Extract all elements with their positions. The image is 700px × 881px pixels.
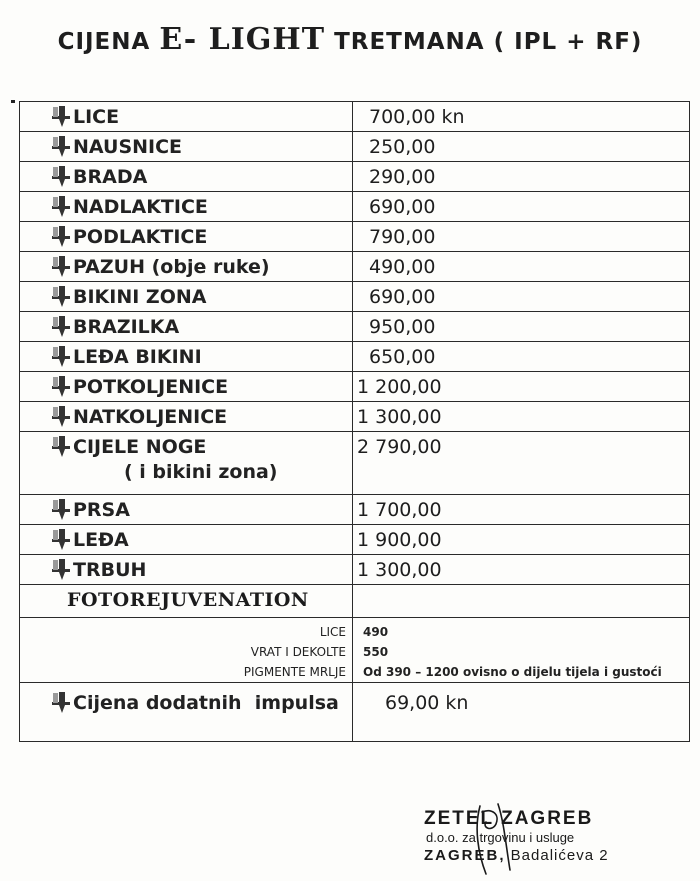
extra-impulse-price-cell xyxy=(353,683,690,742)
table-row xyxy=(20,342,690,372)
title-part-1: CIJENA xyxy=(57,29,160,55)
stamp-description: d.o.o. za trgovinu i usluge xyxy=(426,830,575,845)
pushpin-icon xyxy=(50,315,72,339)
extra-impulse-row xyxy=(20,683,690,742)
fotorejuvenation-value: Od 390 – 1200 ovisno o dijelu tijela i gustoći xyxy=(363,665,662,679)
treatment-item xyxy=(20,432,352,459)
treatment-item xyxy=(20,222,352,249)
table-row xyxy=(20,432,690,495)
treatment-item xyxy=(20,252,352,279)
treatment-item xyxy=(20,555,352,582)
pushpin-icon xyxy=(50,691,72,715)
treatment-name: LICE xyxy=(73,106,120,128)
treatment-cell xyxy=(20,102,353,132)
price-cell xyxy=(353,432,690,495)
company-stamp xyxy=(424,808,624,866)
table-row xyxy=(20,555,690,585)
fotorejuvenation-value: 550 xyxy=(363,645,389,659)
treatment-cell xyxy=(20,162,353,192)
fotorejuvenation-items-row xyxy=(20,618,690,683)
fotorejuvenation-labels-cell xyxy=(20,618,353,683)
table-row xyxy=(20,525,690,555)
treatment-item xyxy=(20,525,352,552)
extra-impulse-label-cell xyxy=(20,683,353,742)
treatment-name: LEĐA xyxy=(73,529,129,551)
price-table xyxy=(19,101,690,742)
pushpin-icon xyxy=(50,405,72,429)
treatment-price: 950,00 xyxy=(369,316,436,338)
pushpin-icon xyxy=(50,105,72,129)
treatment-item xyxy=(20,132,352,159)
pushpin-icon xyxy=(50,558,72,582)
price-cell xyxy=(353,312,690,342)
extra-impulse-price: 69,00 kn xyxy=(385,692,469,714)
fotorejuvenation-values xyxy=(353,618,689,682)
price-cell xyxy=(353,132,690,162)
pushpin-icon xyxy=(50,255,72,279)
title-part-2: E- LIGHT xyxy=(159,22,326,57)
treatment-cell xyxy=(20,525,353,555)
table-row xyxy=(20,495,690,525)
table-row xyxy=(20,222,690,252)
stamp-street: Badalićeva 2 xyxy=(505,847,609,864)
treatment-name: PODLAKTICE xyxy=(73,226,208,248)
treatment-price: 700,00 kn xyxy=(369,106,465,128)
treatment-price: 1 200,00 xyxy=(357,376,442,398)
treatment-cell xyxy=(20,132,353,162)
fotorejuvenation-title-cell xyxy=(20,585,353,618)
treatment-price: 490,00 xyxy=(369,256,436,278)
page-title xyxy=(0,22,700,57)
price-cell xyxy=(353,102,690,132)
table-row xyxy=(20,312,690,342)
treatment-price: 650,00 xyxy=(369,346,436,368)
treatment-name: TRBUH xyxy=(73,559,147,581)
fotorejuvenation-labels xyxy=(20,618,352,682)
treatment-price: 250,00 xyxy=(369,136,436,158)
treatment-cell xyxy=(20,252,353,282)
table-row xyxy=(20,162,690,192)
price-cell xyxy=(353,252,690,282)
table-row xyxy=(20,192,690,222)
table-row xyxy=(20,102,690,132)
pushpin-icon xyxy=(50,435,72,459)
treatment-name: NAUSNICE xyxy=(73,136,183,158)
treatment-cell xyxy=(20,342,353,372)
extra-impulse-item xyxy=(20,683,352,715)
table-row xyxy=(20,402,690,432)
fotorejuvenation-label: LICE xyxy=(319,625,346,639)
price-cell xyxy=(353,192,690,222)
pushpin-icon xyxy=(50,195,72,219)
table-row xyxy=(20,282,690,312)
price-cell xyxy=(353,555,690,585)
fotorejuvenation-label: PIGMENTE MRLJE xyxy=(243,665,346,679)
treatment-cell xyxy=(20,222,353,252)
empty-cell xyxy=(353,585,690,618)
price-cell xyxy=(353,495,690,525)
price-cell xyxy=(353,162,690,192)
treatment-name: BIKINI ZONA xyxy=(73,286,207,308)
treatment-price: 790,00 xyxy=(369,226,436,248)
price-cell xyxy=(353,342,690,372)
treatment-name: POTKOLJENICE xyxy=(73,376,229,398)
treatment-price: 290,00 xyxy=(369,166,436,188)
treatment-subnote: ( i bikini zona) xyxy=(124,461,278,483)
pushpin-icon xyxy=(50,135,72,159)
treatment-name: BRAZILKA xyxy=(73,316,180,338)
treatment-price: 1 300,00 xyxy=(357,559,442,581)
pushpin-icon xyxy=(50,498,72,522)
treatment-item xyxy=(20,342,352,369)
treatment-item xyxy=(20,495,352,522)
treatment-price: 690,00 xyxy=(369,196,436,218)
pushpin-icon xyxy=(50,345,72,369)
treatment-name: LEĐA BIKINI xyxy=(73,346,202,368)
stamp-address xyxy=(424,846,624,866)
treatment-item xyxy=(20,312,352,339)
treatment-name: PRSA xyxy=(73,499,130,521)
scan-mark xyxy=(11,100,15,103)
treatment-name: NATKOLJENICE xyxy=(73,406,228,428)
pushpin-icon xyxy=(50,375,72,399)
treatment-cell xyxy=(20,372,353,402)
fotorejuvenation-header-row xyxy=(20,585,690,618)
fotorejuvenation-label: VRAT I DEKOLTE xyxy=(250,645,346,659)
stamp-city: ZAGREB, xyxy=(424,847,506,864)
fotorejuvenation-title: FOTOREJUVENATION xyxy=(67,589,309,611)
price-cell xyxy=(353,525,690,555)
pushpin-icon xyxy=(50,165,72,189)
stamp-company: ZETEL ZAGREB xyxy=(424,808,594,829)
treatment-cell xyxy=(20,402,353,432)
treatment-name: CIJELE NOGE xyxy=(73,436,207,458)
treatment-price: 1 300,00 xyxy=(357,406,442,428)
treatment-item xyxy=(20,192,352,219)
treatment-cell xyxy=(20,282,353,312)
treatment-cell xyxy=(20,495,353,525)
price-cell xyxy=(353,402,690,432)
price-cell xyxy=(353,282,690,312)
treatment-item xyxy=(20,162,352,189)
pushpin-icon xyxy=(50,528,72,552)
treatment-price: 1 900,00 xyxy=(357,529,442,551)
table-row xyxy=(20,372,690,402)
price-cell xyxy=(353,372,690,402)
treatment-item xyxy=(20,282,352,309)
treatment-name: NADLAKTICE xyxy=(73,196,208,218)
treatment-cell xyxy=(20,555,353,585)
pushpin-icon xyxy=(50,225,72,249)
treatment-cell xyxy=(20,312,353,342)
treatment-item xyxy=(20,102,352,129)
treatment-name: BRADA xyxy=(73,166,148,188)
extra-impulse-label: Cijena dodatnih impulsa xyxy=(73,692,339,714)
treatment-price: 690,00 xyxy=(369,286,436,308)
treatment-cell xyxy=(20,192,353,222)
title-part-3: TRETMANA ( IPL + RF) xyxy=(325,29,643,55)
fotorejuvenation-values-cell xyxy=(353,618,690,683)
table-row xyxy=(20,132,690,162)
treatment-name: PAZUH (obje ruke) xyxy=(73,256,270,278)
pushpin-icon xyxy=(50,285,72,309)
treatment-price: 2 790,00 xyxy=(357,436,442,458)
table-row xyxy=(20,252,690,282)
treatment-item xyxy=(20,402,352,429)
fotorejuvenation-value: 490 xyxy=(363,625,389,639)
treatment-price: 1 700,00 xyxy=(357,499,442,521)
treatment-cell xyxy=(20,432,353,495)
price-cell xyxy=(353,222,690,252)
treatment-item xyxy=(20,372,352,399)
